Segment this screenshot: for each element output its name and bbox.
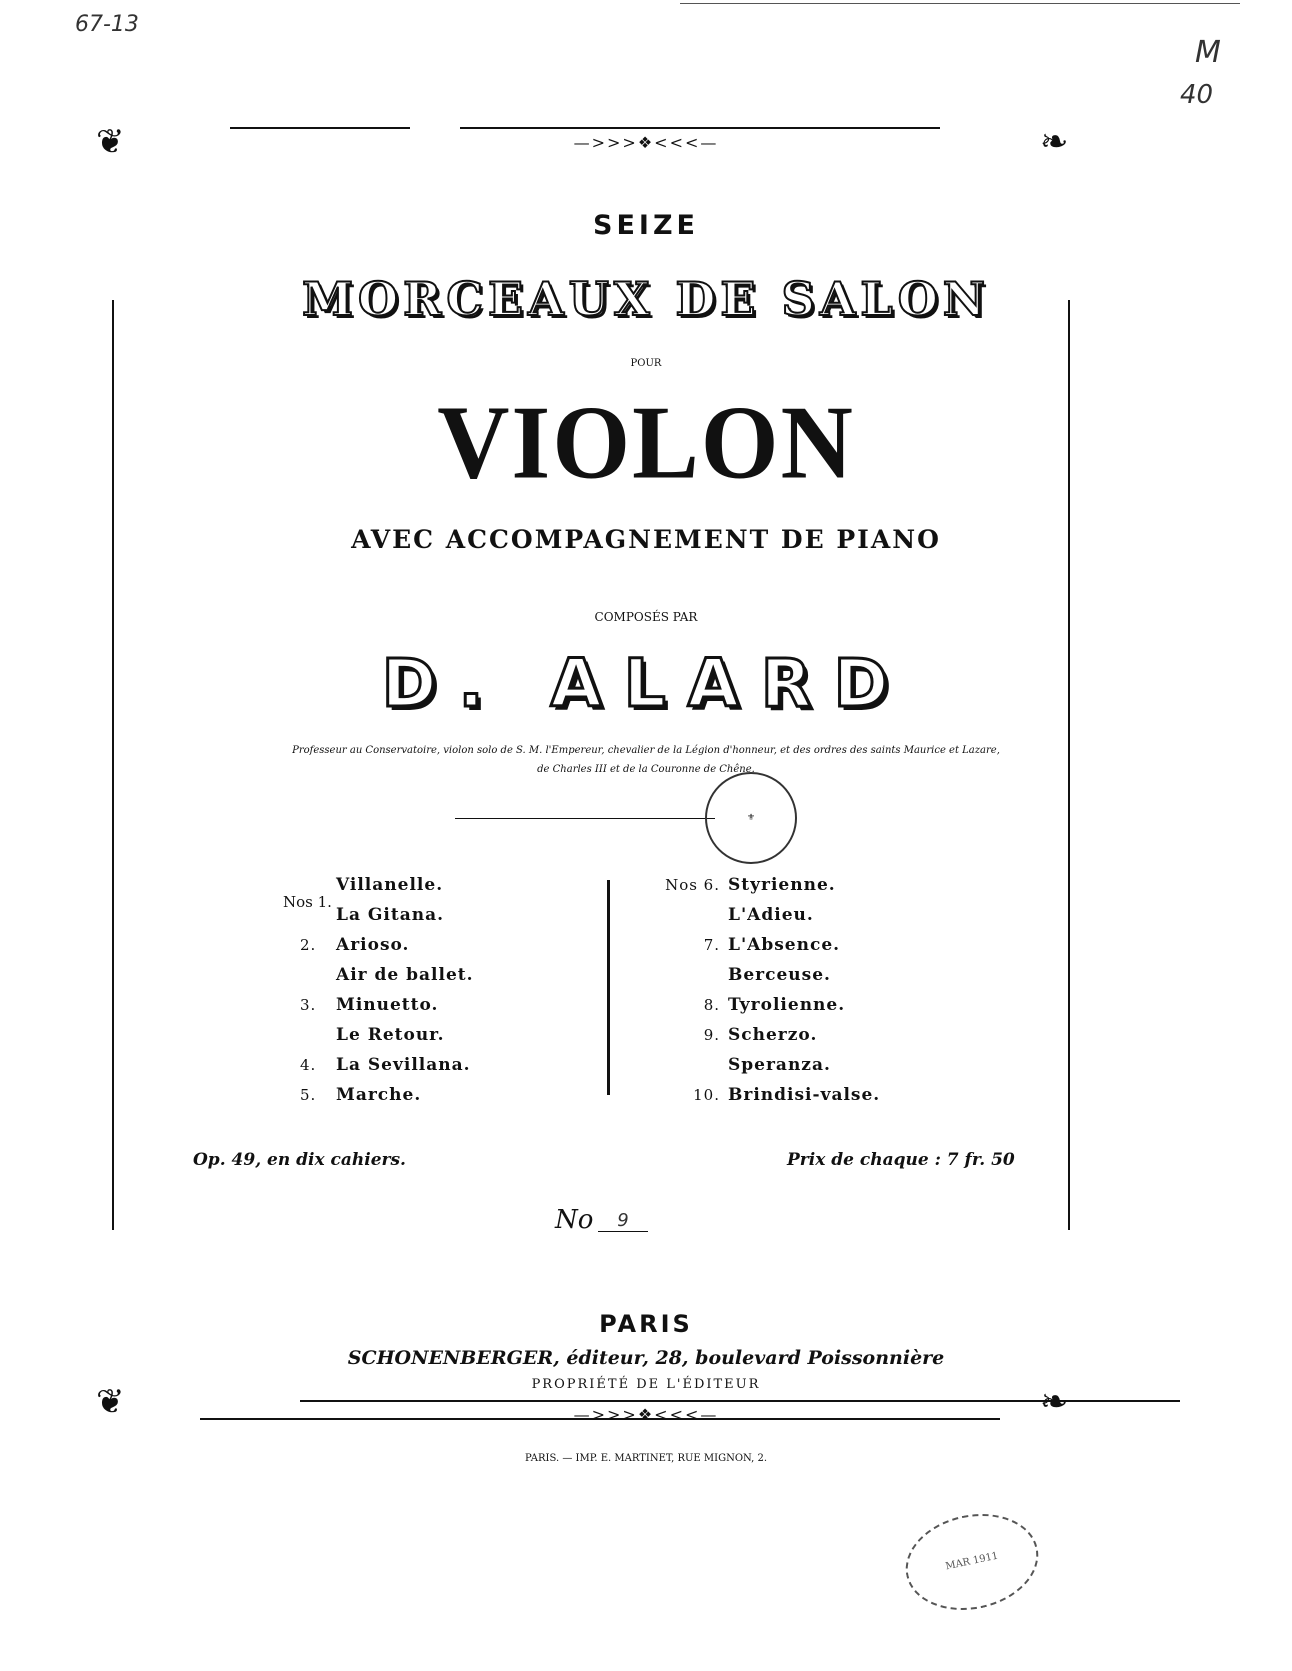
handwritten-mark-1: M xyxy=(1195,35,1221,70)
composer-bio-1: Professeur au Conservatoire, violon solo de S. M. l'Empereur, chevalier de la Légion d'honneur, et des ordres des saints Maurice et Lazare, xyxy=(292,745,1000,756)
list-item: 9. Scherzo. xyxy=(703,1025,818,1045)
list-item: Berceuse. xyxy=(728,965,831,985)
title-morceaux: MORCEAUX DE SALON xyxy=(302,272,990,326)
acquisition-stamp: MAR 1911 xyxy=(897,1502,1048,1622)
left-piece-list xyxy=(300,875,474,1115)
title-seize: SEIZE xyxy=(593,210,699,241)
title-violon: VIOLON xyxy=(437,384,855,501)
composes-par: COMPOSÉS PAR xyxy=(594,610,698,624)
composer-bio-2: de Charles III et de la Couronne de Chêne. xyxy=(537,764,755,775)
left-list-prefix: Nos 1. xyxy=(283,893,332,911)
printer-text: PARIS. — IMP. E. MARTINET, RUE MIGNON, 2. xyxy=(524,1453,768,1464)
publisher-rights: PROPRIÉTÉ DE L'ÉDITEUR xyxy=(531,1377,761,1392)
publisher-city: PARIS xyxy=(599,1310,693,1338)
list-item: 7. L'Absence. xyxy=(703,935,841,955)
list-item: Air de ballet. xyxy=(336,965,474,985)
list-item: 4. La Sevillana. xyxy=(300,1055,471,1075)
frame-top-line xyxy=(460,127,940,129)
list-item: La Gitana. xyxy=(336,905,445,925)
list-item: Speranza. xyxy=(728,1055,831,1075)
list-item: 5. Marche. xyxy=(300,1085,422,1105)
list-item: 3. Minuetto. xyxy=(300,995,439,1015)
list-item: Villanelle. xyxy=(336,875,444,895)
list-item: 8. Tyrolienne. xyxy=(703,995,846,1015)
divider-line xyxy=(455,818,715,819)
list-item: 10. Brindisi-valse. xyxy=(693,1085,881,1105)
list-item: Nos 6. Styrienne. xyxy=(665,875,836,895)
corner-scroll-ornament: ❧ xyxy=(1040,122,1069,162)
divider-ornament: —>>>❖<<<— xyxy=(573,133,719,152)
cahier-number: 9 xyxy=(598,1210,648,1232)
publisher-name: SCHONENBERGER, éditeur, 28, boulevard Poissonnière xyxy=(347,1347,945,1369)
title-pour: POUR xyxy=(630,358,662,369)
opus-text: Op. 49, en dix cahiers. xyxy=(193,1150,406,1170)
corner-scroll-ornament: ❦ xyxy=(96,1382,125,1422)
handwritten-call-number: 67-13 xyxy=(75,12,139,37)
right-piece-list xyxy=(660,875,880,1115)
corner-scroll-ornament: ❦ xyxy=(96,122,125,162)
column-divider xyxy=(607,880,610,1095)
library-stamp: ⚜ xyxy=(705,772,797,864)
divider-ornament: —>>>❖<<<— xyxy=(573,1405,719,1424)
price-text: Prix de chaque : 7 fr. 50 xyxy=(787,1150,1015,1170)
corner-scroll-ornament: ❧ xyxy=(1040,1382,1069,1422)
list-item: L'Adieu. xyxy=(728,905,814,925)
frame-top-line xyxy=(230,127,410,129)
list-item: 2. Arioso. xyxy=(300,935,410,955)
list-item: Le Retour. xyxy=(336,1025,445,1045)
title-avec: AVEC ACCOMPAGNEMENT DE PIANO xyxy=(351,525,941,554)
scan-edge xyxy=(680,3,1240,4)
handwritten-mark-2: 40 xyxy=(1180,80,1214,110)
cahier-label: No xyxy=(555,1205,594,1235)
composer-name: D. ALARD xyxy=(381,645,911,722)
